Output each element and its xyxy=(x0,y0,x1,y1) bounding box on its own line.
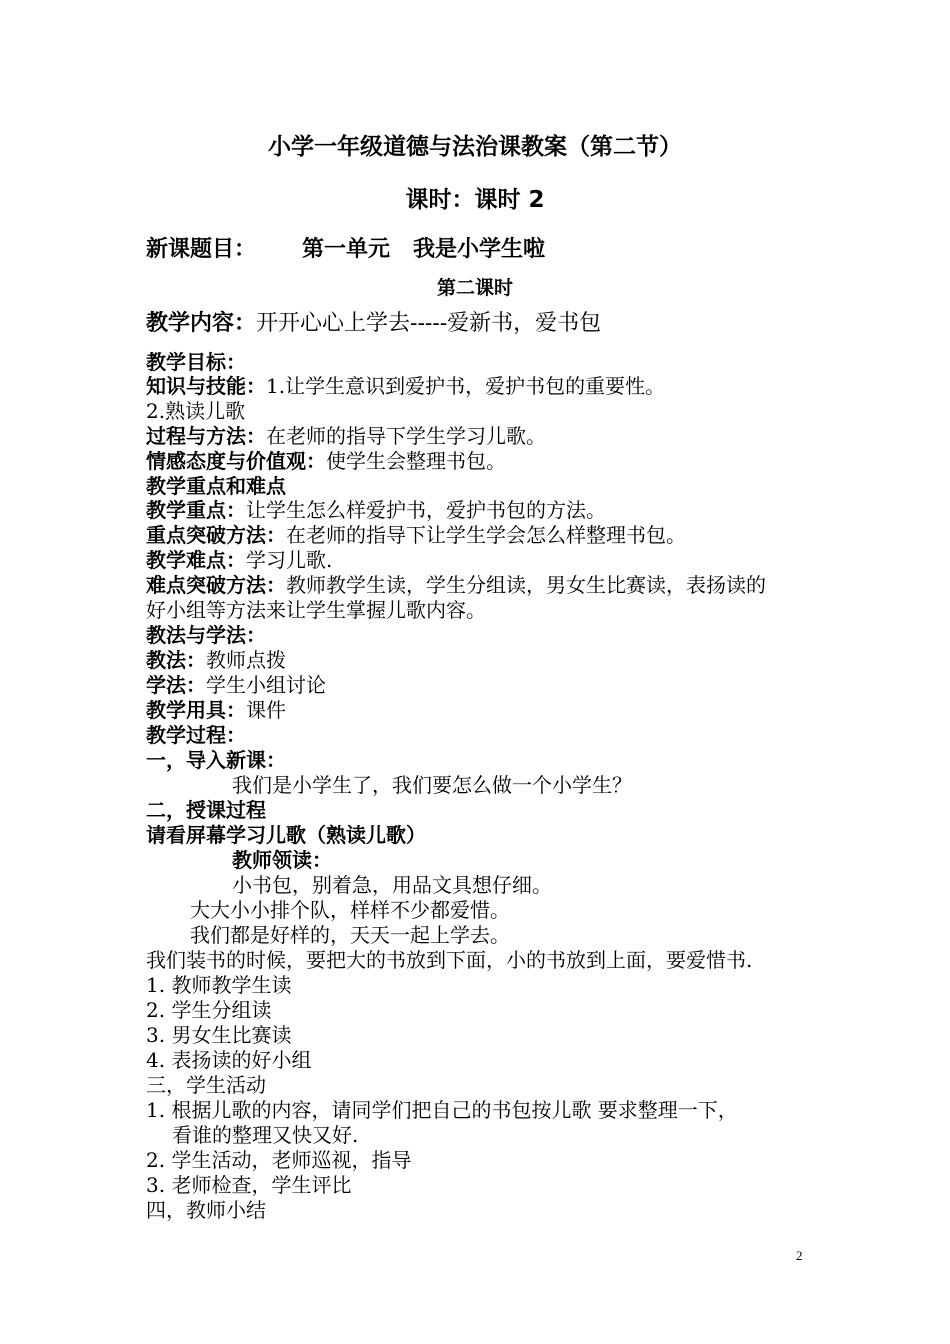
diff-method-continuation: 好小组等方法来让学生掌握儿歌内容。 xyxy=(146,598,486,622)
content-line xyxy=(146,312,601,336)
packing-note: 我们装书的时候，要把大的书放到下面，小的书放到上面，要爱惜书. xyxy=(146,948,753,972)
topic-value: 第一单元 我是小学生啦 xyxy=(302,237,545,262)
knowledge-item-2: 2.熟读儿歌 xyxy=(146,399,246,423)
topic-label: 新课题目： xyxy=(146,237,257,262)
key-method-value: 在老师的指导下让学生学会怎么样整理书包。 xyxy=(286,523,686,547)
poem-line-1: 小书包，别着急，用品文具想仔细。 xyxy=(232,873,552,897)
poem-line-3: 我们都是好样的，天天一起上学去。 xyxy=(190,923,510,947)
teach-method-value: 教师点拨 xyxy=(206,648,286,672)
list-item: 4. 表扬读的好小组 xyxy=(146,1048,312,1072)
learn-method-label: 学法： xyxy=(146,673,206,697)
content-value: 开开心心上学去-----爱新书，爱书包 xyxy=(256,311,602,336)
process-heading: 教学过程： xyxy=(146,723,246,747)
key-method-label: 重点突破方法： xyxy=(146,523,286,547)
focus-heading: 教学重点和难点 xyxy=(146,474,286,498)
goals-heading: 教学目标： xyxy=(146,350,246,374)
poem-line-2: 大大小小排个队，样样不少都爱惜。 xyxy=(190,898,510,922)
list-item: 3. 男女生比赛读 xyxy=(146,1023,292,1047)
tools-line xyxy=(146,698,286,722)
methods-heading: 教法与学法： xyxy=(146,623,266,647)
step-1-text: 我们是小学生了，我们要怎么做一个小学生？ xyxy=(232,773,632,797)
emotion-label: 情感态度与价值观： xyxy=(146,449,326,473)
diff-method-label: 难点突破方法： xyxy=(146,573,286,597)
process-value: 在老师的指导下学生学习儿歌。 xyxy=(266,424,546,448)
tools-value: 课件 xyxy=(246,698,286,722)
knowledge-label: 知识与技能： xyxy=(146,374,266,398)
topic-line xyxy=(146,238,545,262)
list-item: 3. 老师检查，学生评比 xyxy=(146,1173,352,1197)
lesson-subtitle: 第二课时 xyxy=(436,277,513,299)
learn-method-line xyxy=(146,673,326,697)
process-line xyxy=(146,424,546,448)
list-item: 1. 根据儿歌的内容，请同学们把自己的书包按儿歌 要求整理一下， xyxy=(146,1098,738,1122)
list-item: 1. 教师教学生读 xyxy=(146,973,292,997)
step-1-heading: 一，导入新课： xyxy=(146,748,286,772)
key-value: 让学生怎么样爱护书，爱护书包的方法。 xyxy=(246,498,606,522)
step-3-heading: 三，学生活动 xyxy=(146,1073,266,1097)
key-line xyxy=(146,498,606,522)
list-item: 2. 学生活动，老师巡视，指导 xyxy=(146,1148,412,1172)
page-number: 2 xyxy=(796,1248,803,1263)
lead-reading-label: 教师领读： xyxy=(232,848,332,872)
emotion-value: 使学生会整理书包。 xyxy=(326,449,506,473)
step-2-heading: 二，授课过程 xyxy=(146,798,266,822)
period-line: 课时：课时 2 xyxy=(405,187,545,213)
key-method-line xyxy=(146,523,686,547)
knowledge-value: 1.让学生意识到爱护书，爱护书包的重要性。 xyxy=(266,374,666,398)
list-item-continuation: 看谁的整理又快又好. xyxy=(172,1123,359,1147)
difficulty-label: 教学难点： xyxy=(146,548,246,572)
step-2-subheading: 请看屏幕学习儿歌（熟读儿歌） xyxy=(146,823,426,847)
knowledge-line xyxy=(146,374,665,398)
teach-method-label: 教法： xyxy=(146,648,206,672)
difficulty-value: 学习儿歌. xyxy=(246,548,333,572)
key-label: 教学重点： xyxy=(146,498,246,522)
teach-method-line xyxy=(146,648,286,672)
difficulty-line xyxy=(146,548,332,572)
document-title: 小学一年级道德与法治课教案（第二节） xyxy=(268,134,682,160)
tools-label: 教学用具： xyxy=(146,698,246,722)
process-label: 过程与方法： xyxy=(146,424,266,448)
diff-method-value: 教师教学生读，学生分组读，男女生比赛读，表扬读的 xyxy=(286,573,766,597)
emotion-line xyxy=(146,449,506,473)
learn-method-value: 学生小组讨论 xyxy=(206,673,326,697)
diff-method-line xyxy=(146,573,766,597)
content-label: 教学内容： xyxy=(146,311,257,336)
list-item: 2. 学生分组读 xyxy=(146,998,272,1022)
step-4-heading: 四，教师小结 xyxy=(146,1198,266,1222)
